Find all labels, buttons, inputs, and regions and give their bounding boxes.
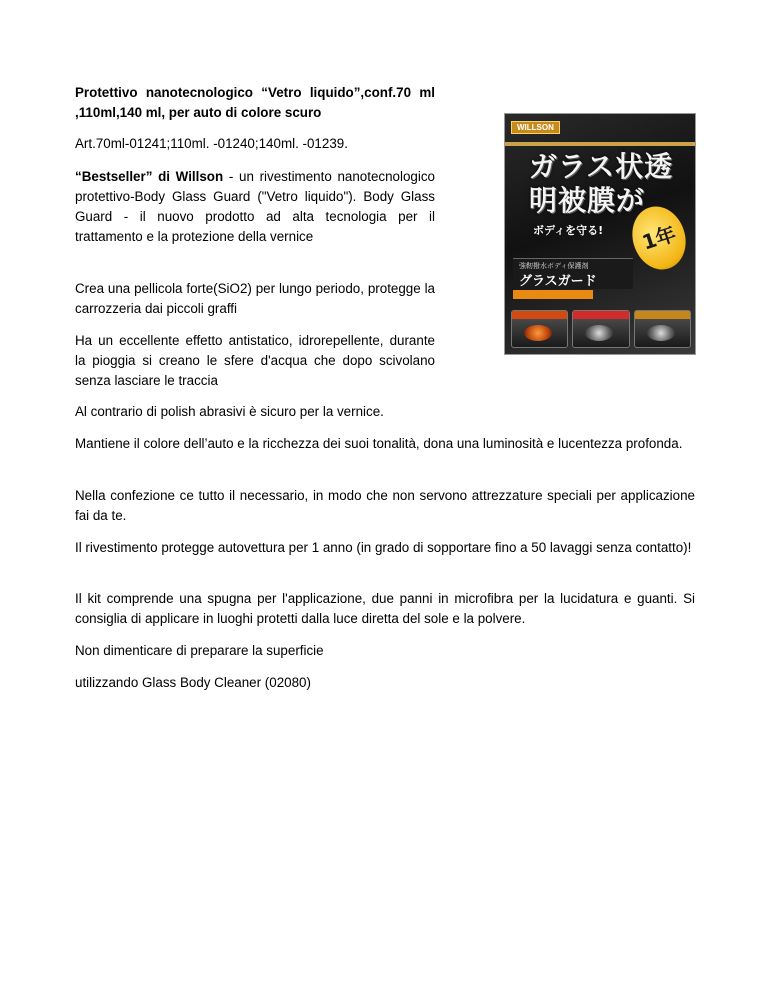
feature-thumbnails	[511, 310, 691, 348]
year-paragraph: Il rivestimento protegge autovettura per 1 anno (in grado di sopportare fino a 50 lavaggi senza contatto)!	[75, 540, 692, 555]
orange-bar	[513, 290, 593, 299]
product-category: 強靭撥水ボディ保護剤	[519, 262, 589, 270]
feature-thumbnail	[634, 310, 691, 348]
feature-thumbnail	[572, 310, 629, 348]
product-name: グラスガード	[519, 274, 597, 289]
document-title: Protettivo nanotecnologico “Vetro liquido”,conf.70 ml ,110ml,140 ml, per auto di colore scuro	[75, 85, 435, 120]
antistatic-paragraph: Ha un eccellente effetto antistatico, idrorepellente, durante la pioggia si creano le sfere d'acqua che dopo scivolano senza lasciare le traccia	[75, 333, 435, 388]
bestseller-lead: “Bestseller” di Willson	[75, 169, 224, 184]
duration-badge: 1年	[624, 200, 693, 277]
product-name-band	[513, 258, 633, 289]
color-paragraph: Mantiene il colore dell’auto e la ricchezza dei suoi tonalità, dona una luminosità e lucentezza profonda.	[75, 436, 683, 451]
package-headline: ガラス状透明被膜が	[529, 150, 674, 217]
brand-logo: WILLSON	[511, 121, 560, 134]
contents-paragraph: Il kit comprende una spugna per l'applicazione, due panni in microfibra per la lucidatura e guanti. Si consiglia di applicare in luoghi protetti dalla luce diretta del sole e la polvere.	[75, 591, 695, 626]
polish-paragraph: Al contrario di polish abrasivi è sicuro per la vernice.	[75, 404, 384, 419]
product-package-image	[504, 113, 696, 355]
bestseller-paragraph	[75, 167, 435, 247]
feature-thumbnail	[511, 310, 568, 348]
kit-paragraph: Nella confezione ce tutto il necessario, in modo che non servono attrezzature speciali per applicazione fai da te.	[75, 488, 695, 523]
bestseller-text: - un rivestimento nanotecnologico protettivo-Body Glass Guard ("Vetro liquido"). Body Glass Guard - il nuovo prodotto ad alta tecnologia per il trattamento e la protezione della vernice	[75, 169, 435, 244]
package-subline: ボディを守る!	[533, 224, 604, 237]
article-codes: Art.70ml-01241;110ml. -01240;140ml. -01239.	[75, 136, 348, 151]
film-paragraph: Crea una pellicola forte(SiO2) per lungo periodo, protegge la carrozzeria dai piccoli graffi	[75, 281, 435, 316]
gold-stripe	[505, 142, 695, 146]
prepare-paragraph: Non dimenticare di preparare la superficie	[75, 643, 324, 658]
cleaner-paragraph: utilizzando Glass Body Cleaner (02080)	[75, 675, 311, 690]
